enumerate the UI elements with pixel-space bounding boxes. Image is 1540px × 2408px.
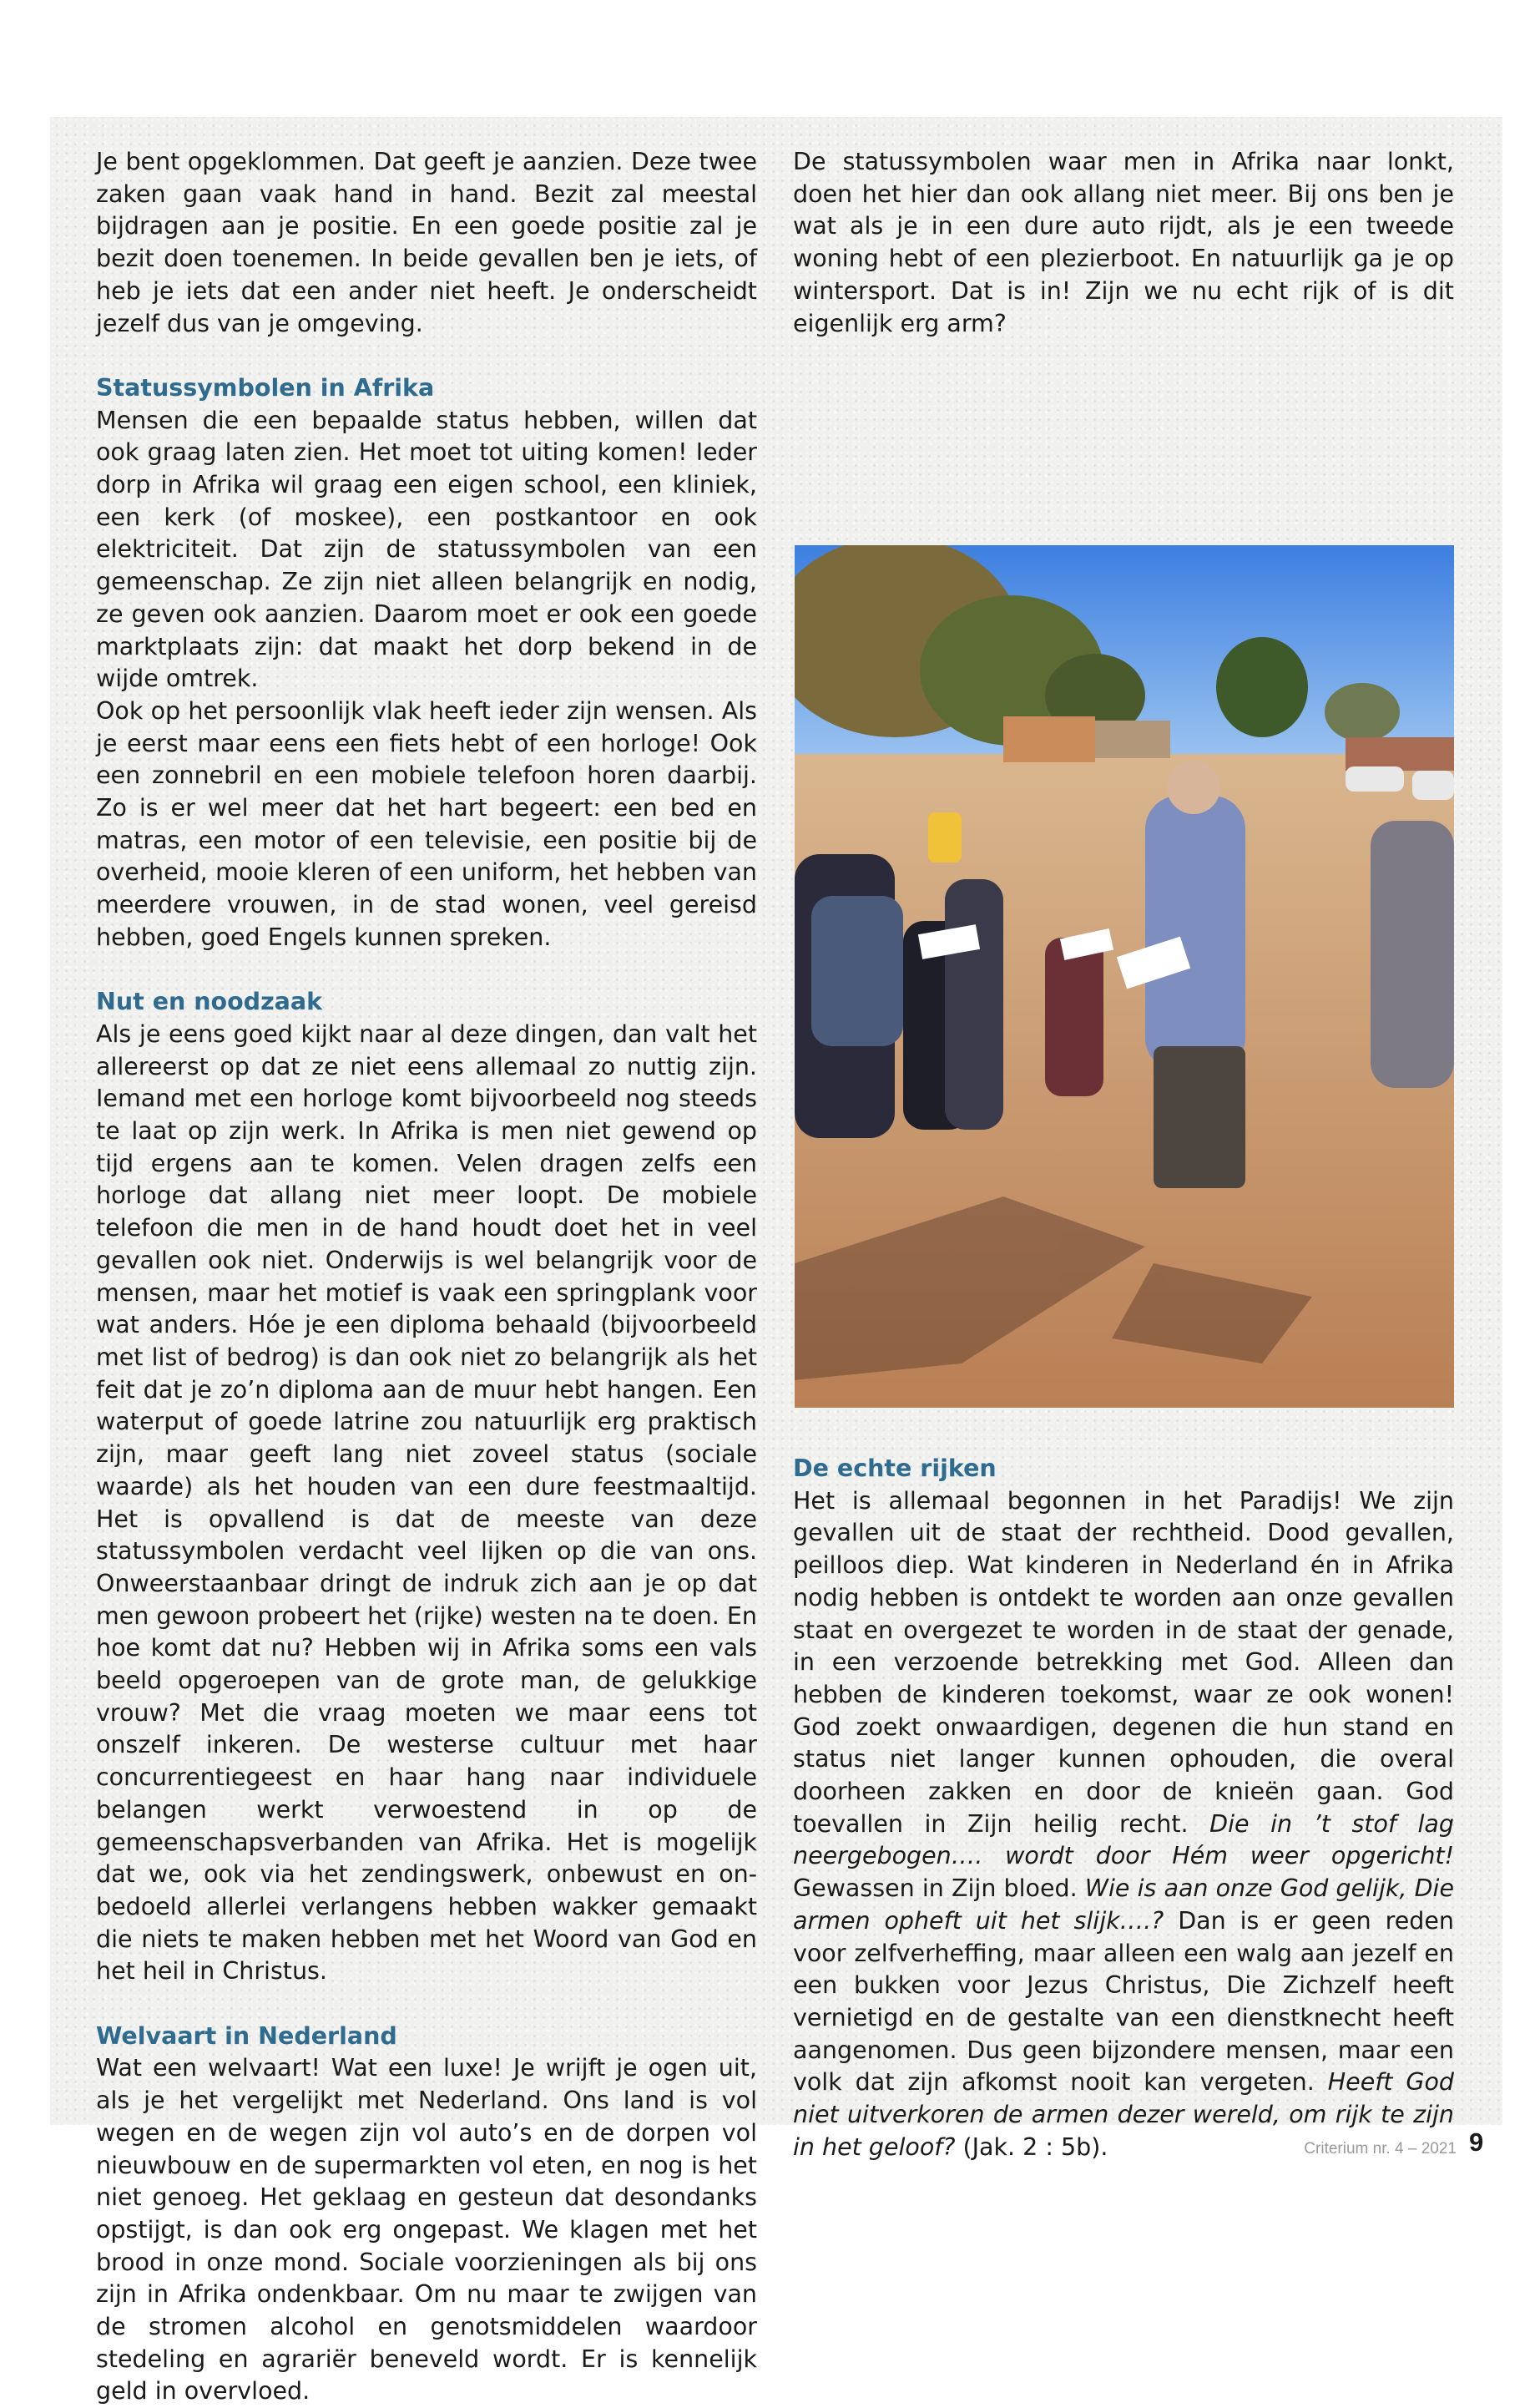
right-column-top bbox=[793, 146, 1454, 340]
heading-nut-en-noodzaak: Nut en noodzaak bbox=[96, 988, 323, 1016]
magazine-issue: Criterium nr. 4 – 2021 bbox=[1304, 2140, 1457, 2158]
heading-welvaart: Welvaart in Nederland bbox=[96, 2021, 397, 2050]
rijken-paragraph bbox=[793, 1485, 1454, 2164]
rijken-text-1: Het is allemaal begonnen in het Paradijs! We zijn gevallen uit de staat der rechtheid. Dood gevallen, peilloos diep. Wat kinderen in Nederland én in Afrika nodig hebben is ontdekt te worden aan onze gevallen staat en overgezet te worden in de staat der genade, in een verzoende betrekking met God. Alleen dan hebben de kinderen toekomst, waar ze ook wonen! God zoekt onwaardigen, degenen die hun stand en status niet langer kunnen ophouden, die overal doorheen zakken en door de knieën gaan. God toevallen in Zijn heilig recht. bbox=[793, 1486, 1454, 1838]
welvaart-paragraph-1: Wat een welvaart! Wat een luxe! Je wrijft je ogen uit, als je het vergelijkt met Nederland. Ons land is vol wegen en de wegen zijn vol auto’s en de dorpen vol nieuwbouw en de supermarkten vol eten, en nog is het niet genoeg. Het geklaag en gesteun dat desondanks opstijgt, is dan ook erg ongepast. We klagen met het brood in onze mond. Sociale voorzieningen als bij ons zijn in Afrika ondenkbaar. Om nu maar te zwijgen van de stromen alcohol en genotsmiddelen waardoor stedeling en agrariër beneveld wordt. Er is kennelijk geld in overvloed. bbox=[96, 2054, 757, 2405]
statussymbolen-paragraph-1: Mensen die een bepaalde status hebben, willen dat ook graag laten zien. Het moet tot uiting komen! Ieder dorp in Afrika wil graag een eigen school, een kliniek, een kerk (of moskee), een postkantoor en ook elektriciteit. Dat zijn de statussymbolen van een gemeenschap. Ze zijn niet alleen belangrijk en nodig, ze geven ook aanzien. Daarom moet er ook een goede marktplaats zijn: dat maakt het dorp bekend in de wijde omtrek. bbox=[96, 406, 757, 693]
welvaart-paragraph-2: De statussymbolen waar men in Afrika naar lonkt, doen het hier dan ook allang niet meer. Bij ons ben je wat als je in een dure auto rijdt, als je een tweede woning hebt of een plezierboot. En natuurlijk ga je op wintersport. Dat is in! Zijn we nu echt rijk of is dit eigenlijk erg arm? bbox=[793, 148, 1454, 337]
rijken-text-4: (Jak. 2 : 5b). bbox=[955, 2132, 1108, 2161]
statussymbolen-paragraph-2: Ook op het persoonlijk vlak heeft ieder zijn wensen. Als je eerst maar eens een fiets hebt of een horloge! Ook een zonnebril en een mobiele telefoon horen daarbij. Zo is er wel meer dat het hart begeert: een bed en matras, een motor of een televisie, een positie bij de overheid, mooie kleren of een uniform, het hebben van meerdere vrouwen, in de stad wonen, veel gereisd hebben, goed Engels kunnen spreken. bbox=[96, 696, 757, 951]
rijken-quote-3: Heeft God niet uitverkoren de armen dezer wereld, om rijk te zijn in het geloof? bbox=[793, 2068, 1454, 2161]
intro-paragraph: Je bent opgeklommen. Dat geeft je aanzien. Deze twee zaken gaan vaak hand in hand. Bezit zal meestal bijdragen aan je positie. En een goede positie zal je bezit doen toenemen. In beide gevallen ben je iets, of heb je iets dat een ander niet heeft. Je onderscheidt jezelf dus van je omgeving. bbox=[96, 148, 757, 337]
rijken-quote-1: Die in ’t stof lag neergebogen…. wordt door Hém weer opgericht! bbox=[793, 1809, 1454, 1870]
nut-paragraph-1: Als je eens goed kijkt naar al deze dingen, dan valt het allereerst op dat ze niet eens allemaal zo nuttig zijn. Iemand met een horloge komt bijvoorbeeld nog steeds te laat op zijn werk. In Afrika is men niet gewend op tijd ergens aan te komen. Velen dragen zelfs een horloge dat allang niet meer loopt. De mobiele telefoon die men in de hand houdt doet het in veel gevallen ook niet. Onderwijs is wel belangrijk voor de mensen, maar het motief is vaak een springplank voor wat anders. Hóe je een diploma behaald (bijvoorbeeld met list of bedrog) is dan ook niet zo belangrijk als het feit dat je zo’n diploma aan de muur hebt hangen. Een waterput of goede latrine zou natuurlijk erg praktisch zijn, maar geeft lang niet zoveel status (sociale waarde) als het houden van een dure feestmaaltijd. Het is opvallend is dat de meeste van deze statussymbolen verdacht veel lijken op die van ons. Onweerstaanbaar dringt de indruk zich aan je op dat men gewoon probeert het (rijke) westen na te doen. En hoe komt dat nu? Hebben wij in Afrika soms een vals beeld opgeroepen van de grote man, de gelukkige vrouw? Met die vraag moeten we maar eens tot onszelf inkeren. De westerse cultuur met haar concurrentiegeest en haar hang naar individuele belangen werkt verwoestend in op de gemeenschapsverbanden van Afrika. Het is mogelijk dat we, ook via het zendingswerk, onbewust en onbedoeld allerlei verlangens hebben wakker gemaakt die niets te maken hebben met het Woord van God en het heil in Christus. bbox=[96, 1019, 757, 1986]
heading-statussymbolen: Statussymbolen in Afrika bbox=[96, 373, 435, 402]
rijken-quote-2: Wie is aan onze God gelijk, Die armen opheft uit het slijk….? bbox=[793, 1874, 1454, 1935]
page-number: 9 bbox=[1469, 2127, 1484, 2157]
rijken-text-2: Gewassen in Zijn bloed. bbox=[793, 1874, 1085, 1903]
left-column bbox=[96, 146, 757, 2408]
heading-echte-rijken: De echte rijken bbox=[793, 1454, 997, 1482]
right-column-bottom bbox=[793, 1453, 1454, 2163]
photo-children-outdoor bbox=[795, 545, 1454, 1408]
rijken-text-3: Dan is er geen reden voor zelfverheffing, maar alleen een walg aan jezelf en een bukken voor Jezus Christus, Die Zichzelf heeft vernietigd en de gestalte van een dienstknecht heeft aangenomen. Dus geen bijzondere mensen, maar een volk dat zijn afkomst nooit kan vergeten. bbox=[793, 1906, 1454, 2097]
